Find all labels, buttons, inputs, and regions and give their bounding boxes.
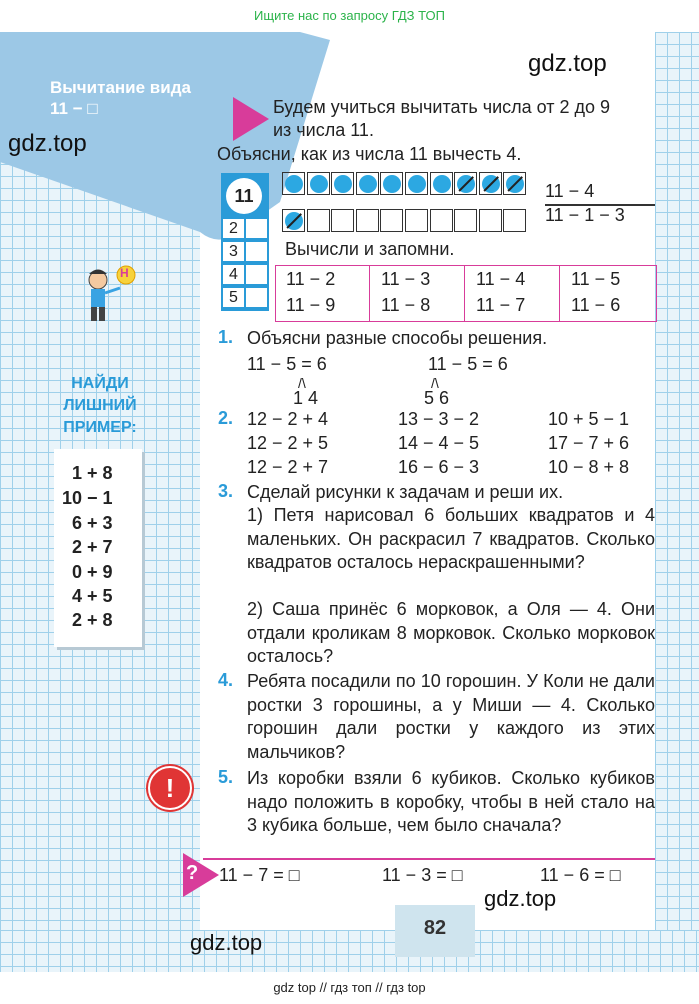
frame-cell <box>405 209 428 232</box>
row-number: 5 <box>222 287 245 308</box>
pink-arrow-icon <box>233 97 269 141</box>
row-number-blank <box>245 218 268 239</box>
counter-dot <box>408 175 426 193</box>
frame-cell <box>331 172 354 195</box>
row-number: 3 <box>222 241 245 262</box>
grid-background-bottom <box>0 930 699 972</box>
task5-text: Из коробки взяли 6 кубиков. Сколько кубиков надо положить в коробку, чтобы в ней стало на 3 кубика больше, чем было сначала? <box>247 768 655 835</box>
task1-eq2: 11 − 5 = 6 <box>428 354 508 374</box>
task1-caret2: /\ <box>431 375 439 391</box>
row-number: 2 <box>222 218 245 239</box>
counter-dot <box>359 175 377 193</box>
frame-cell <box>282 209 305 232</box>
big-number-11: 11 <box>226 178 262 214</box>
task3-text: Сделай рисунки к задачам и реши их. <box>247 482 564 502</box>
row-number-blank <box>245 241 268 262</box>
memorize-label: Вычисли и запомни. <box>285 239 455 259</box>
intro-line1: Будем учиться вычитать числа от 2 до 9 <box>273 97 611 117</box>
page-number: 82 <box>395 905 475 957</box>
intro-line2: из числа 11. <box>273 120 374 140</box>
frame-cell <box>282 172 305 195</box>
frame-cell <box>380 209 403 232</box>
fact-cell: 11 − 5 <box>571 269 621 289</box>
task2-expr: 17 − 7 + 6 <box>548 433 630 453</box>
fact-cell: 11 − 9 <box>286 295 336 315</box>
table-divider <box>369 266 370 321</box>
fact-cell: 11 − 7 <box>476 295 526 315</box>
task-number: 1. <box>218 327 234 347</box>
watermark: gdz.top <box>8 130 87 157</box>
frame-expr-line1: 11 − 4 <box>545 181 595 201</box>
task2-expr: 16 − 6 − 3 <box>398 457 480 477</box>
task4-text: Ребята посадили по 10 горошин. У Коли не дали ростки 3 горошины, а у Миши — 4. Сколько горошин дали ростки у каждого из этих мальчиков? <box>247 671 655 762</box>
watermark: gdz.top <box>190 930 263 955</box>
intro-question: Объясни, как из числа 11 вычесть 4. <box>217 144 522 164</box>
frame-cell <box>479 172 502 195</box>
task2-expr: 12 − 2 + 5 <box>247 433 329 453</box>
task2-expr: 12 − 2 + 4 <box>247 409 329 429</box>
frame-cell <box>430 172 453 195</box>
side-expr: 10 − 1 <box>62 488 113 508</box>
side-expr: 6 + 3 <box>72 513 113 533</box>
task1-split1: 1 4 <box>293 388 319 408</box>
frame-cell <box>356 172 379 195</box>
bottom-expr: 11 − 7 = □ <box>219 865 300 885</box>
watermark: gdz.top <box>484 886 557 911</box>
row-number: 4 <box>222 264 245 285</box>
frame-cell <box>503 172 526 195</box>
counter-dot <box>285 175 303 193</box>
task-number: 2. <box>218 408 234 428</box>
task-number: 4. <box>218 670 234 690</box>
facts-table <box>275 265 657 322</box>
task3-problem2: 2) Саша принёс 6 морковок, а Оля — 4. Они отдали кроликам 8 морковок. Сколько морковок осталось? <box>247 599 655 666</box>
grid-background-right <box>655 32 699 972</box>
fact-cell: 11 − 3 <box>381 269 431 289</box>
exclamation-icon: ! <box>148 766 192 810</box>
frame-cell <box>331 209 354 232</box>
side-expr: 2 + 7 <box>72 537 113 557</box>
task-number: 3. <box>218 481 234 501</box>
counter-dot <box>433 175 451 193</box>
side-title-line: НАЙДИ <box>71 375 129 392</box>
bottom-expr: 11 − 3 = □ <box>382 865 463 885</box>
boy-character-icon <box>80 262 150 328</box>
frame-expr-line2: 11 − 1 − 3 <box>545 205 625 225</box>
side-expr: 1 + 8 <box>72 463 113 483</box>
frame-cell <box>430 209 453 232</box>
frame-cell <box>380 172 403 195</box>
fact-cell: 11 − 2 <box>286 269 336 289</box>
task3-problem1: 1) Петя нарисовал 6 больших квадратов и 4 маленьких. Он раскрасил 7 квадратов. Сколько квадратов осталось нераскрашенными? <box>247 505 655 572</box>
side-title-line: ПРИМЕР: <box>63 419 137 436</box>
frame-cell <box>454 209 477 232</box>
side-title <box>40 373 160 439</box>
side-expr: 4 + 5 <box>72 586 113 606</box>
task2-expr: 10 − 8 + 8 <box>548 457 630 477</box>
task2-expr: 14 − 4 − 5 <box>398 433 480 453</box>
topic-title <box>50 77 191 119</box>
fact-cell: 11 − 6 <box>571 295 621 315</box>
row-number-blank <box>245 264 268 285</box>
side-title-line: ЛИШНИЙ <box>63 397 137 414</box>
task2-expr: 13 − 3 − 2 <box>398 409 480 429</box>
counter-dot <box>383 175 401 193</box>
counter-dot <box>334 175 352 193</box>
task1-eq1: 11 − 5 = 6 <box>247 354 327 374</box>
topic-title-line1: Вычитание вида <box>50 78 191 97</box>
table-divider <box>559 266 560 321</box>
task2-expr: 12 − 2 + 7 <box>247 457 329 477</box>
topic-title-line2: 11 − □ <box>50 99 98 118</box>
question-mark: ? <box>186 862 199 884</box>
section-divider <box>203 858 655 860</box>
frame-cell <box>479 209 502 232</box>
task1-text: Объясни разные способы решения. <box>247 328 548 348</box>
task2-expr: 10 + 5 − 1 <box>548 409 630 429</box>
table-divider <box>464 266 465 321</box>
fact-cell: 11 − 4 <box>476 269 526 289</box>
row-number-blank <box>245 287 268 308</box>
frame-cell <box>454 172 477 195</box>
footer-links: gdz top // гдз топ // гдз top <box>273 980 426 995</box>
frame-cell <box>307 209 330 232</box>
side-expressions-box <box>54 449 142 647</box>
search-banner: Ищите нас по запросу ГДЗ ТОП <box>254 8 445 23</box>
side-expr: 2 + 8 <box>72 610 113 630</box>
frame-cell <box>307 172 330 195</box>
task-number: 5. <box>218 767 234 787</box>
badge-h: Н <box>120 266 129 280</box>
bottom-expr: 11 − 6 = □ <box>540 865 621 885</box>
side-expr: 0 + 9 <box>72 562 113 582</box>
task1-caret1: /\ <box>298 375 306 391</box>
fact-cell: 11 − 8 <box>381 295 431 315</box>
counter-dot <box>310 175 328 193</box>
frame-cell <box>503 209 526 232</box>
frame-cell <box>356 209 379 232</box>
watermark: gdz.top <box>528 50 607 77</box>
frame-cell <box>405 172 428 195</box>
task1-split2: 5 6 <box>424 388 450 408</box>
